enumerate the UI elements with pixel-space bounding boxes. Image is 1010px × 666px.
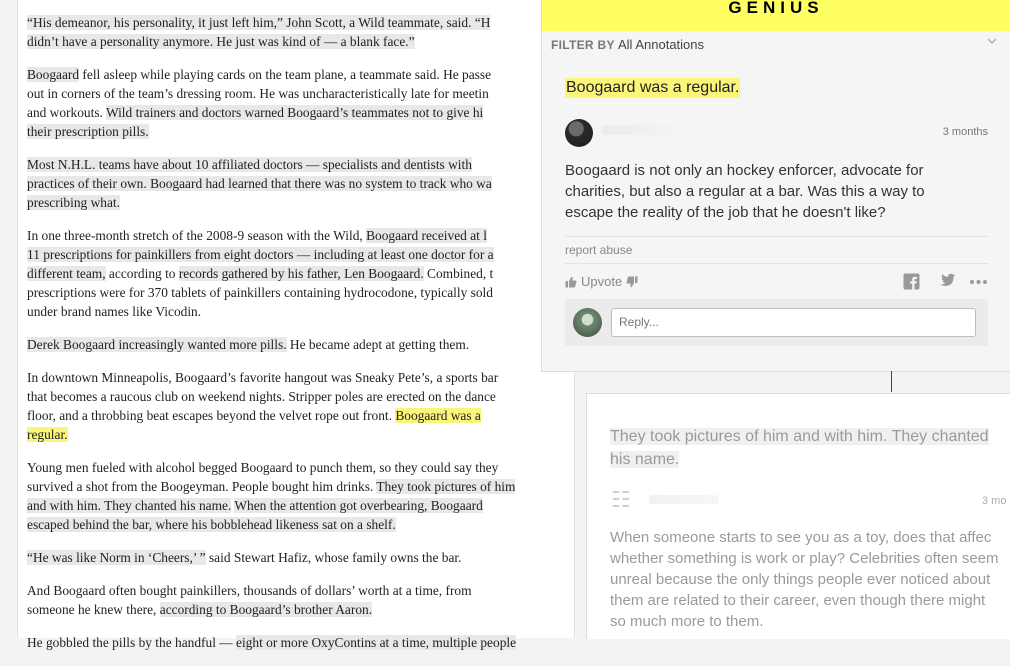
text-fragment: prescriptions were for 370 tablets of painkillers containing hydrocodone, typically sold: [27, 285, 493, 300]
annotated-fragment[interactable]: eight or more OxyContins at a time, multiple people: [236, 635, 517, 650]
article-line: [27, 226, 567, 245]
report-abuse-link[interactable]: report abuse: [565, 243, 633, 257]
filter-bar[interactable]: [542, 31, 1010, 58]
reply-box: [565, 299, 988, 346]
annotated-fragment[interactable]: “He was like Norm in ‘Cheers,’ ”: [27, 550, 206, 565]
article-line: [27, 122, 567, 141]
annotation-title[interactable]: Boogaard was a regular.: [566, 79, 740, 96]
divider: [565, 236, 988, 237]
twitter-icon[interactable]: [936, 273, 955, 290]
annotation-body-line: Boogaard is not only an hockey enforcer, advocate for: [565, 162, 924, 179]
annotated-fragment[interactable]: Boogaard: [27, 67, 80, 82]
user-avatar[interactable]: [565, 119, 593, 147]
text-fragment: Combined, t: [423, 266, 494, 281]
annotation-body-line: escape the reality of the job that he doesn't like?: [565, 204, 886, 221]
article-paragraph: [27, 13, 567, 51]
text-fragment: And Boogaard often bought painkillers, thousands of dollars’ worth at a time, from: [27, 583, 472, 598]
article-line: [27, 600, 567, 619]
text-fragment: someone he knew there,: [27, 602, 160, 617]
text-fragment: and workouts.: [27, 105, 106, 120]
chevron-down-icon[interactable]: [986, 35, 998, 50]
annotation-2-title-text: They took pictures of him and with him. They chanted his name.: [610, 428, 989, 468]
annotated-fragment[interactable]: according to Boogaard’s brother Aaron.: [159, 602, 373, 617]
genius-panel: [541, 0, 1010, 372]
article-panel: [17, 0, 575, 650]
text-fragment: said Stewart Hafiz, whose family owns the bar.: [205, 550, 462, 565]
facebook-icon[interactable]: [903, 273, 922, 290]
article-line: [27, 32, 567, 51]
annotation-2-body-line: whether something is work or play? Celebrities often seem: [610, 550, 999, 567]
article-line: [27, 368, 567, 387]
filter-select[interactable]: All Annotations: [618, 37, 705, 52]
username-2[interactable]: [649, 495, 719, 504]
annotated-fragment[interactable]: records gathered by his father, Len Boogaard.: [178, 266, 424, 281]
article-line: [27, 496, 567, 515]
article-line: [27, 302, 567, 321]
annotated-fragment[interactable]: practices of their own.: [27, 176, 151, 191]
article-line: [27, 581, 567, 600]
connector-line: [891, 371, 892, 392]
text-fragment: In one three-month stretch of the 2008-9 season with the Wild,: [27, 228, 367, 243]
article-paragraph: [27, 458, 567, 534]
annotated-fragment[interactable]: prescribing what.: [27, 195, 120, 210]
filter-label: FILTER BY: [551, 38, 615, 52]
thumbs-up-icon[interactable]: [565, 276, 577, 288]
text-fragment: according to: [105, 266, 179, 281]
annotated-fragment[interactable]: 11 prescriptions for painkillers from eight doctors — including at least one doctor for a: [27, 247, 494, 262]
article-line: [27, 245, 567, 264]
text-fragment: out in corners of the team’s dressing room. He was uncharacteristically late for meetin: [27, 86, 489, 101]
annotated-fragment[interactable]: and with him. They chanted his name.: [27, 498, 232, 513]
article-paragraph: [27, 226, 567, 321]
annotation-2-body-line: them are related to their career, even though there might: [610, 592, 986, 609]
article-line: [27, 406, 567, 425]
article-line: [27, 548, 567, 567]
annotation-2-body-line: so much more to them.: [610, 613, 764, 630]
user-avatar-2[interactable]: ☷: [611, 487, 631, 512]
article-line: [27, 13, 567, 32]
article-line: [27, 335, 567, 354]
annotated-fragment[interactable]: didn’t have a personality anymore. He just was kind of — a blank face.”: [27, 34, 415, 49]
annotated-fragment[interactable]: They took pictures of him: [376, 479, 516, 494]
article-body: [27, 13, 567, 666]
article-paragraph: [27, 581, 567, 619]
article-line: [27, 425, 567, 444]
article-line: [27, 174, 567, 193]
more-icon[interactable]: [969, 273, 988, 290]
annotated-fragment[interactable]: Most N.H.L. teams have about 10 affiliated doctors — specialists and dentists with: [27, 157, 472, 172]
article-line: [27, 283, 567, 302]
annotated-fragment[interactable]: different team,: [27, 266, 106, 281]
text-fragment: He became adept at getting them.: [286, 337, 470, 352]
annotation-time: 3 months: [942, 126, 988, 138]
article-line: [27, 193, 567, 212]
annotation-body: [565, 160, 965, 223]
article-line: [27, 65, 567, 84]
text-fragment: that becomes a raucous club on weekend nights. Stripper poles are erected on the dance: [27, 389, 496, 404]
text-fragment: In downtown Minneapolis, Boogaard’s favorite hangout was Sneaky Pete’s, a sports bar: [27, 370, 499, 385]
annotated-fragment[interactable]: When the attention got overbearing, Boogaard: [234, 498, 483, 513]
annotated-fragment[interactable]: Derek Boogaard increasingly wanted more pills.: [27, 337, 287, 352]
article-paragraph: [27, 335, 567, 354]
article-line: [27, 477, 567, 496]
article-paragraph: [27, 155, 567, 212]
text-fragment: under brand names like Vicodin.: [27, 304, 202, 319]
genius-logo[interactable]: GENIUS: [728, 0, 824, 17]
annotation-2-body-line: When someone starts to see you as a toy, does that affec: [610, 529, 992, 546]
article-paragraph: [27, 548, 567, 567]
annotation-2-title[interactable]: [610, 425, 990, 471]
current-user-avatar: [573, 308, 602, 337]
text-fragment: survived a shot from the Boogeyman. People bought him drinks.: [27, 479, 377, 494]
username[interactable]: [602, 125, 672, 135]
annotation-2-time: 3 mo: [982, 495, 1007, 507]
article-paragraph: [27, 368, 567, 444]
reply-input[interactable]: [611, 308, 976, 337]
text-fragment: He gobbled the pills by the handful —: [27, 635, 237, 650]
annotated-fragment[interactable]: Boogaard received at l: [366, 228, 487, 243]
article-line: [27, 633, 567, 652]
article-line: [27, 458, 567, 477]
active-annotated-fragment[interactable]: Boogaard was a: [395, 408, 481, 423]
text-fragment: floor, and a throbbing beat escapes beyond the velvet rope out front.: [27, 408, 396, 423]
text-fragment: Young men fueled with alcohol begged Boogaard to punch them, so they could say they: [27, 460, 499, 475]
article-line: [27, 264, 567, 283]
text-fragment: fell asleep while playing cards on the team plane, a teammate said. He passe: [79, 67, 492, 82]
annotated-fragment[interactable]: “His demeanor, his personality, it just left him,” John Scott, a Wild teammate, said. “H: [27, 15, 491, 30]
upvote-button[interactable]: Upvote: [581, 274, 623, 289]
annotated-fragment[interactable]: escaped behind the bar, where his bobblehead likeness sat on a shelf.: [27, 517, 396, 532]
annotation-2-body: [610, 527, 999, 632]
article-line: [27, 103, 567, 122]
annotation-card-2[interactable]: [586, 393, 1010, 639]
vote-controls: [565, 274, 638, 289]
annotation-body-line: charities, but also a regular at a bar. Was this a way to: [565, 183, 925, 200]
article-paragraph: [27, 633, 567, 652]
thumbs-down-icon[interactable]: [626, 276, 638, 288]
annotated-fragment[interactable]: Boogaard had learned that there was no system to track who wa: [150, 176, 492, 191]
article-line: [27, 84, 567, 103]
genius-header: [542, 0, 1010, 31]
article-line: [27, 387, 567, 406]
article-line: [27, 515, 567, 534]
divider: [565, 263, 988, 264]
annotated-fragment[interactable]: Wild trainers and doctors warned Boogaard’s teammates not to give hi: [105, 105, 484, 120]
annotation-2-body-line: unreal because the only things people ever noticed about: [610, 571, 991, 588]
annotated-fragment[interactable]: their prescription pills.: [27, 124, 149, 139]
article-paragraph: [27, 65, 567, 141]
article-line: [27, 155, 567, 174]
share-controls: [903, 273, 988, 290]
active-annotated-fragment[interactable]: regular.: [27, 427, 68, 442]
